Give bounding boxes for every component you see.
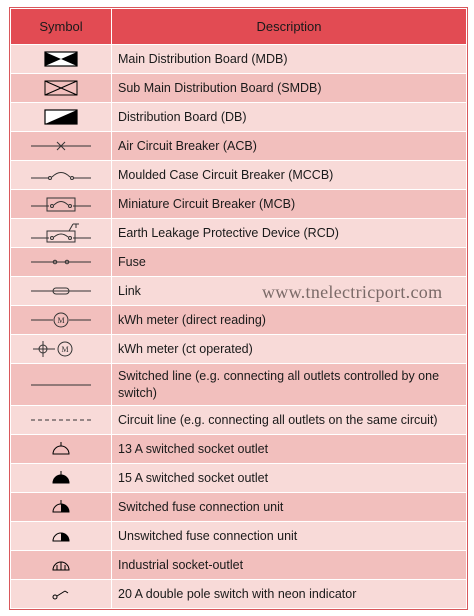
link-icon [29, 286, 93, 296]
symbol-cell [11, 248, 112, 277]
table-row [11, 335, 467, 364]
kwh-meter-direct-icon [29, 312, 93, 328]
description-cell: Fuse [112, 248, 467, 277]
description-cell: Switched fuse connection unit [112, 493, 467, 522]
table-row [11, 45, 467, 74]
electrical-symbols-table [10, 8, 467, 609]
switched-line-icon [29, 382, 93, 388]
symbol-column-header: Symbol [11, 9, 112, 45]
description-cell: Circuit line (e.g. connecting all outlets on the same circuit) [112, 406, 467, 435]
fuse-icon [29, 257, 93, 267]
table-row [11, 580, 467, 609]
symbol-cell [11, 161, 112, 190]
description-cell: kWh meter (direct reading) [112, 306, 467, 335]
table-row [11, 364, 467, 406]
symbol-cell [11, 364, 112, 406]
symbol-cell [11, 493, 112, 522]
table-row [11, 190, 467, 219]
symbol-cell [11, 219, 112, 248]
symbol-cell [11, 551, 112, 580]
meter-letter: M [57, 316, 65, 325]
table-row [11, 248, 467, 277]
description-cell: Sub Main Distribution Board (SMDB) [112, 74, 467, 103]
distribution-board-icon [44, 109, 78, 125]
industrial-socket-icon [49, 556, 73, 574]
symbol-cell [11, 45, 112, 74]
meter-letter: M [61, 345, 69, 354]
symbol-cell [11, 522, 112, 551]
table-row [11, 464, 467, 493]
table-row [11, 435, 467, 464]
air-circuit-breaker-icon [29, 140, 93, 152]
symbol-cell [11, 335, 112, 364]
description-cell: Moulded Case Circuit Breaker (MCCB) [112, 161, 467, 190]
symbol-cell [11, 306, 112, 335]
description-cell: Earth Leakage Protective Device (RCD) [112, 219, 467, 248]
table-row [11, 132, 467, 161]
table-row [11, 493, 467, 522]
symbol-cell [11, 406, 112, 435]
rcd-icon [29, 222, 93, 244]
symbol-cell [11, 435, 112, 464]
switched-fuse-unit-icon [49, 498, 73, 516]
table-row [11, 161, 467, 190]
table-row [11, 551, 467, 580]
description-cell: Link [112, 277, 467, 306]
description-cell: Industrial socket-outlet [112, 551, 467, 580]
description-cell: 20 A double pole switch with neon indicator [112, 580, 467, 609]
symbol-table-container [9, 7, 468, 610]
table-row [11, 306, 467, 335]
table-row [11, 103, 467, 132]
kwh-meter-ct-icon [29, 339, 93, 359]
circuit-line-icon [29, 417, 93, 423]
table-row [11, 74, 467, 103]
description-cell: Distribution Board (DB) [112, 103, 467, 132]
description-cell: Air Circuit Breaker (ACB) [112, 132, 467, 161]
description-cell: 15 A switched socket outlet [112, 464, 467, 493]
symbol-cell [11, 132, 112, 161]
mccb-icon [29, 168, 93, 182]
symbol-cell [11, 74, 112, 103]
table-row [11, 406, 467, 435]
main-distribution-board-icon [44, 51, 78, 67]
symbol-cell [11, 277, 112, 306]
symbol-cell [11, 190, 112, 219]
mcb-icon [29, 195, 93, 213]
sub-main-distribution-board-icon [44, 80, 78, 96]
symbol-cell [11, 103, 112, 132]
unswitched-fuse-unit-icon [49, 527, 73, 545]
table-row [11, 522, 467, 551]
symbol-cell [11, 464, 112, 493]
description-cell: Miniature Circuit Breaker (MCB) [112, 190, 467, 219]
socket-13a-icon [49, 440, 73, 458]
description-cell: kWh meter (ct operated) [112, 335, 467, 364]
description-cell: Main Distribution Board (MDB) [112, 45, 467, 74]
description-cell: Switched line (e.g. connecting all outlets controlled by one switch) [112, 364, 467, 406]
website-watermark: www.tnelectricport.com [262, 282, 443, 302]
double-pole-switch-icon [49, 587, 73, 601]
table-header-row [11, 9, 467, 45]
description-column-header: Description [112, 9, 467, 45]
symbol-cell [11, 580, 112, 609]
description-cell: 13 A switched socket outlet [112, 435, 467, 464]
table-row [11, 219, 467, 248]
socket-15a-icon [49, 469, 73, 487]
description-cell: Unswitched fuse connection unit [112, 522, 467, 551]
